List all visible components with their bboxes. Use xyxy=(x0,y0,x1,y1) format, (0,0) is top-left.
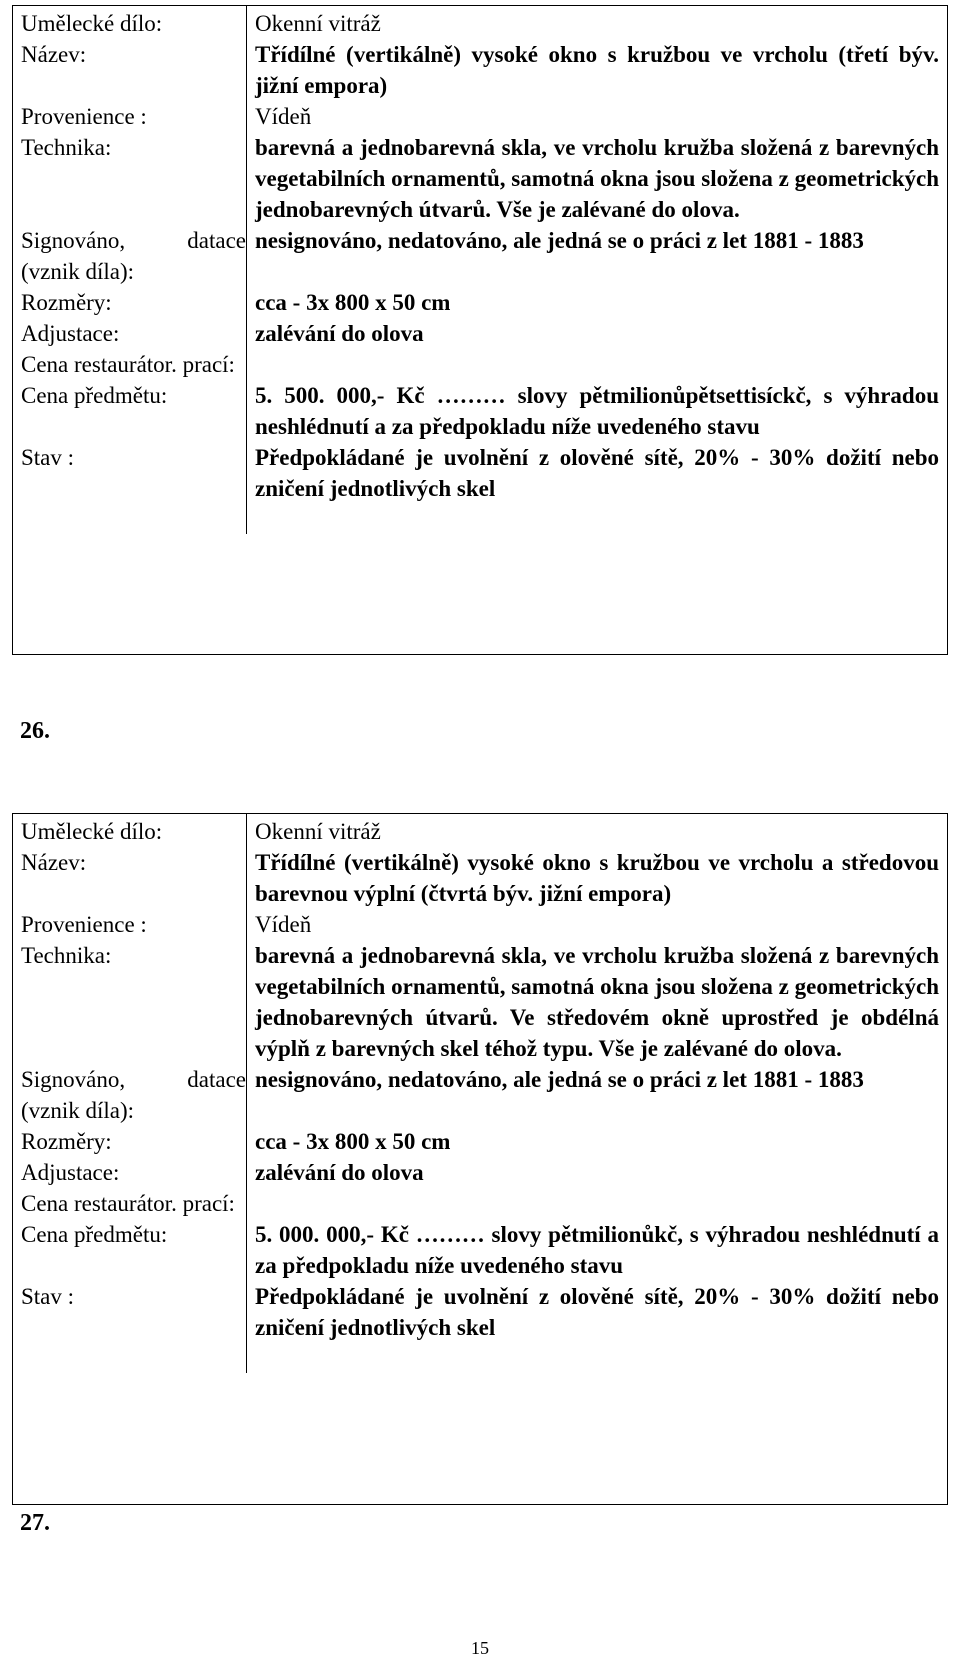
page-number: 15 xyxy=(471,1638,489,1658)
table-filler-row xyxy=(13,504,947,534)
field-row-mounting xyxy=(13,318,947,349)
field-value: Vídeň xyxy=(255,104,312,129)
field-label: Provenience : xyxy=(13,101,247,132)
field-row-condition xyxy=(13,1281,947,1343)
field-value: Předpokládané je uvolnění z olověné sítě, 20% - 30% dožití nebo zničení jednotlivých skel xyxy=(255,445,939,501)
empty-cell xyxy=(247,1343,948,1373)
field-value xyxy=(247,1188,948,1219)
record-card xyxy=(12,5,948,655)
record-card xyxy=(12,813,948,1505)
field-row-provenance xyxy=(13,909,947,940)
field-value: barevná a jednobarevná skla, ve vrcholu kružba složená z barevných vegetabilních ornamentů, samotná okna jsou složena z geometrických jednobarevných útvarů. Ve středovém okně uprostřed je obdélná výplň z barevných skel téhož typu. Vše je zalévané do olova. xyxy=(255,943,939,1061)
field-label: Adjustace: xyxy=(13,1157,247,1188)
field-value: nesignováno, nedatováno, ale jedná se o práci z let 1881 - 1883 xyxy=(255,228,864,253)
empty-cell xyxy=(247,504,948,534)
field-label: Umělecké dílo: xyxy=(13,6,247,39)
field-row-condition xyxy=(13,442,947,504)
field-value: 5. 500. 000,- Kč ……… slovy pětmilionůpětsettisíckč, s výhradou neshlédnutí a za předpokladu níže uvedeného stavu xyxy=(255,383,939,439)
field-row-technique xyxy=(13,940,947,1064)
field-label: Adjustace: xyxy=(13,318,247,349)
field-value: barevná a jednobarevná skla, ve vrcholu kružba složená z barevných vegetabilních ornamentů, samotná okna jsou složena z geometrických jednobarevných útvarů. Vše je zalévané do olova. xyxy=(255,135,939,222)
field-label: Technika: xyxy=(13,132,247,225)
field-row-restoration-price xyxy=(13,349,947,380)
field-row-title xyxy=(13,39,947,101)
field-label: Název: xyxy=(13,39,247,101)
field-value: zalévání do olova xyxy=(255,1160,424,1185)
field-label: Název: xyxy=(13,847,247,909)
record-number: 27. xyxy=(20,1510,50,1536)
field-label: Signováno, datace (vznik díla): xyxy=(13,225,247,287)
field-row-artwork xyxy=(13,6,947,39)
field-label: Cena restaurátor. prací: xyxy=(13,1188,247,1219)
field-row-item-price xyxy=(13,1219,947,1281)
field-label: Rozměry: xyxy=(13,1126,247,1157)
record-table xyxy=(13,814,947,1373)
field-value: nesignováno, nedatováno, ale jedná se o práci z let 1881 - 1883 xyxy=(255,1067,864,1092)
field-label: Technika: xyxy=(13,940,247,1064)
field-row-provenance xyxy=(13,101,947,132)
field-row-title xyxy=(13,847,947,909)
record-number: 26. xyxy=(20,718,50,744)
field-value: zalévání do olova xyxy=(255,321,424,346)
field-label: Cena předmětu: xyxy=(13,380,247,442)
field-row-item-price xyxy=(13,380,947,442)
field-label: Cena předmětu: xyxy=(13,1219,247,1281)
field-row-artwork xyxy=(13,814,947,847)
field-label: Stav : xyxy=(13,442,247,504)
field-value: Třídílné (vertikálně) vysoké okno s kružbou ve vrcholu a středovou barevnou výplní (čtvrtá býv. jižní empora) xyxy=(255,850,939,906)
field-value: cca - 3x 800 x 50 cm xyxy=(255,290,451,315)
field-value xyxy=(247,349,948,380)
field-row-signature-dating xyxy=(13,1064,947,1126)
field-row-dimensions xyxy=(13,287,947,318)
table-filler-row xyxy=(13,1343,947,1373)
field-value: Vídeň xyxy=(255,912,312,937)
empty-cell xyxy=(13,1343,247,1373)
field-label: Signováno, datace (vznik díla): xyxy=(13,1064,247,1126)
record-table xyxy=(13,6,947,534)
field-value: cca - 3x 800 x 50 cm xyxy=(255,1129,451,1154)
field-row-signature-dating xyxy=(13,225,947,287)
field-row-dimensions xyxy=(13,1126,947,1157)
field-row-restoration-price xyxy=(13,1188,947,1219)
empty-cell xyxy=(13,504,247,534)
field-value: Předpokládané je uvolnění z olověné sítě, 20% - 30% dožití nebo zničení jednotlivých skel xyxy=(255,1284,939,1340)
field-row-mounting xyxy=(13,1157,947,1188)
field-label: Stav : xyxy=(13,1281,247,1343)
field-value: 5. 000. 000,- Kč ……… slovy pětmilionůkč, s výhradou neshlédnutí a za předpokladu níže uvedeného stavu xyxy=(255,1222,939,1278)
field-label: Umělecké dílo: xyxy=(13,814,247,847)
field-value: Okenní vitráž xyxy=(255,819,381,844)
field-value: Třídílné (vertikálně) vysoké okno s kružbou ve vrcholu (třetí býv. jižní empora) xyxy=(255,42,939,98)
field-row-technique xyxy=(13,132,947,225)
field-label: Provenience : xyxy=(13,909,247,940)
field-label: Cena restaurátor. prací: xyxy=(13,349,247,380)
field-label: Rozměry: xyxy=(13,287,247,318)
field-value: Okenní vitráž xyxy=(255,11,381,36)
